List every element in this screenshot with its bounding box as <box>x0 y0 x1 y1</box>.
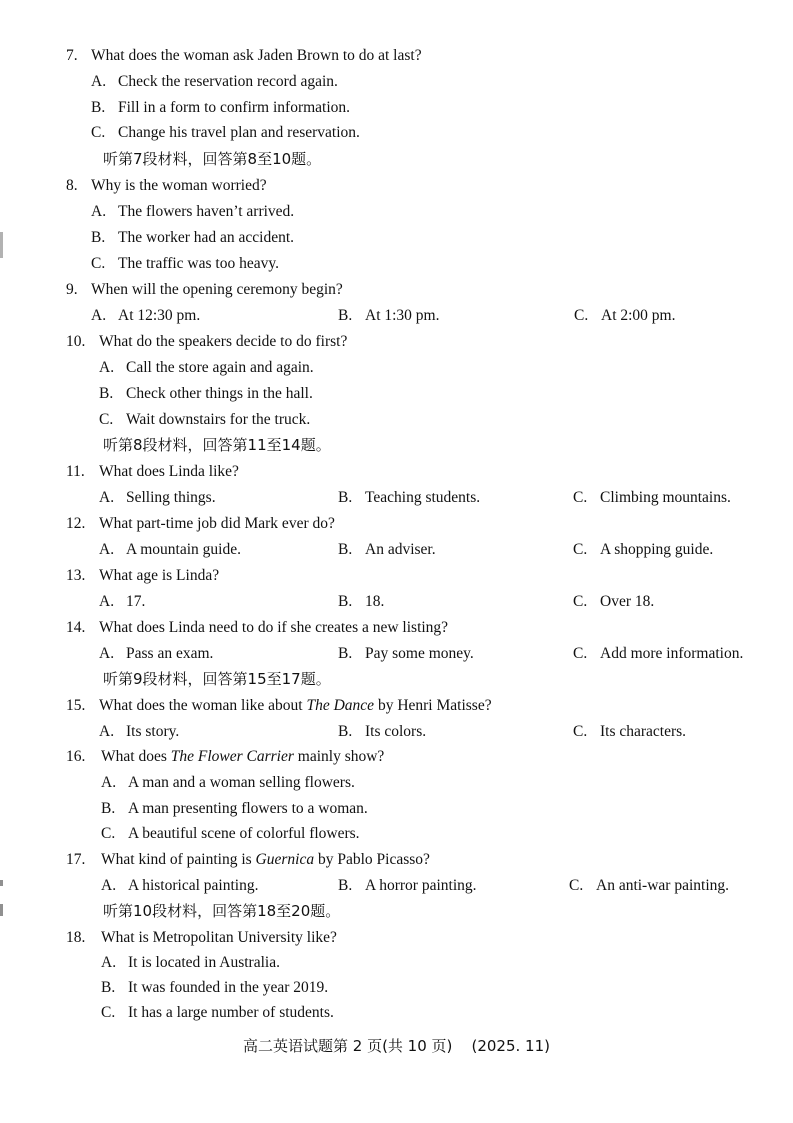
option-letter: B. <box>338 645 353 662</box>
section-heading-7: 听第7段材料，回答第8至10题。 <box>103 150 322 168</box>
option-letter: A. <box>99 723 115 740</box>
option-text: A mountain guide. <box>126 541 241 558</box>
option-letter: C. <box>573 541 588 558</box>
option-letter: C. <box>91 124 106 141</box>
question-text <box>101 747 384 767</box>
option-text: The flowers haven’t arrived. <box>118 203 295 220</box>
option-letter: A. <box>101 954 117 971</box>
question-text: What age is Linda? <box>99 567 220 584</box>
artwork-title: The Dance <box>306 697 375 714</box>
question-text-end: mainly show? <box>293 748 385 765</box>
option-text: It has a large number of students. <box>128 1004 334 1021</box>
option-letter: B. <box>101 800 116 817</box>
option-letter: A. <box>91 203 107 220</box>
question-text: What does Linda like? <box>99 463 239 480</box>
option-letter: B. <box>99 385 114 402</box>
option-text: A shopping guide. <box>600 541 714 558</box>
footer-date: (2025. 11) <box>471 1037 550 1055</box>
option-text: Pay some money. <box>365 645 474 662</box>
question-text: What part-time job did Mark ever do? <box>99 515 335 532</box>
option-letter: C. <box>573 489 588 506</box>
option-letter: A. <box>99 489 115 506</box>
question-text-end: by Henri Matisse? <box>374 697 492 714</box>
option-letter: B. <box>338 723 353 740</box>
section-heading-10: 听第10段材料，回答第18至20题。 <box>103 902 341 920</box>
option-letter: A. <box>99 645 115 662</box>
question-text <box>101 850 430 870</box>
question-text: What does the woman ask Jaden Brown to do at last? <box>91 47 422 64</box>
option-text: At 12:30 pm. <box>118 307 201 324</box>
binding-margin-mark <box>0 232 3 258</box>
artwork-title: The Flower Carrier <box>170 748 294 765</box>
artwork-title: Guernica <box>255 851 315 868</box>
option-text: Change his travel plan and reservation. <box>118 124 360 141</box>
option-text: Check other things in the hall. <box>126 385 313 402</box>
option-letter: B. <box>338 489 353 506</box>
option-letter: A. <box>99 359 115 376</box>
question-text-start: What does the woman like about <box>99 697 307 714</box>
option-letter: C. <box>573 723 588 740</box>
question-number: 18. <box>66 929 86 946</box>
question-text-end: by Pablo Picasso? <box>314 851 430 868</box>
section-heading-8: 听第8段材料，回答第11至14题。 <box>103 436 331 454</box>
option-letter: B. <box>91 99 106 116</box>
option-letter: A. <box>101 877 117 894</box>
option-text: The worker had an accident. <box>118 229 295 246</box>
question-number: 16. <box>66 748 86 765</box>
option-letter: C. <box>574 307 589 324</box>
option-text: It was founded in the year 2019. <box>128 979 329 996</box>
question-number: 15. <box>66 697 86 714</box>
question-number: 10. <box>66 333 86 350</box>
option-text: At 1:30 pm. <box>365 307 440 324</box>
option-text: A man presenting flowers to a woman. <box>128 800 368 817</box>
question-text: What is Metropolitan University like? <box>101 929 337 946</box>
option-letter: C. <box>573 593 588 610</box>
question-text <box>99 696 492 716</box>
option-letter: C. <box>101 825 116 842</box>
option-text: Call the store again and again. <box>126 359 314 376</box>
option-text: Wait downstairs for the truck. <box>126 411 311 428</box>
option-text: Add more information. <box>600 645 744 662</box>
question-text: What does Linda need to do if she creates a new listing? <box>99 619 449 636</box>
page-footer <box>0 1036 793 1056</box>
question-number: 8. <box>66 177 78 194</box>
option-text: It is located in Australia. <box>128 954 280 971</box>
binding-margin-mark <box>0 880 3 886</box>
option-letter: B. <box>101 979 116 996</box>
option-letter: A. <box>101 774 117 791</box>
option-letter: C. <box>101 1004 116 1021</box>
option-text: Teaching students. <box>365 489 481 506</box>
question-number: 9. <box>66 281 78 298</box>
option-letter: B. <box>338 877 353 894</box>
question-text: What do the speakers decide to do first? <box>99 333 348 350</box>
option-text: Its characters. <box>600 723 687 740</box>
question-number: 12. <box>66 515 86 532</box>
question-text: Why is the woman worried? <box>91 177 267 194</box>
option-letter: B. <box>338 307 353 324</box>
option-text: The traffic was too heavy. <box>118 255 279 272</box>
option-letter: B. <box>338 541 353 558</box>
option-letter: A. <box>91 307 107 324</box>
option-letter: B. <box>338 593 353 610</box>
option-letter: A. <box>99 541 115 558</box>
question-number: 11. <box>66 463 85 480</box>
option-text: 18. <box>365 593 385 610</box>
option-text: Its colors. <box>365 723 427 740</box>
question-number: 13. <box>66 567 86 584</box>
option-letter: C. <box>573 645 588 662</box>
question-number: 17. <box>66 851 86 868</box>
option-text: Climbing mountains. <box>600 489 731 506</box>
option-text: At 2:00 pm. <box>601 307 676 324</box>
option-text: A beautiful scene of colorful flowers. <box>128 825 360 842</box>
option-letter: C. <box>99 411 114 428</box>
option-text: Its story. <box>126 723 180 740</box>
option-letter: C. <box>569 877 584 894</box>
option-text: Selling things. <box>126 489 216 506</box>
option-text: An adviser. <box>365 541 436 558</box>
option-text: 17. <box>126 593 146 610</box>
question-text-start: What kind of painting is <box>101 851 256 868</box>
option-text: Over 18. <box>600 593 655 610</box>
question-number: 14. <box>66 619 86 636</box>
option-text: A horror painting. <box>365 877 477 894</box>
binding-margin-mark <box>0 904 3 916</box>
question-text: When will the opening ceremony begin? <box>91 281 343 298</box>
footer-title: 高二英语试题第 2 页(共 10 页) <box>242 1037 453 1055</box>
section-heading-9: 听第9段材料，回答第15至17题。 <box>103 670 331 688</box>
question-text-start: What does <box>101 748 171 765</box>
question-number: 7. <box>66 47 78 64</box>
option-text: Fill in a form to confirm information. <box>118 99 351 116</box>
option-text: Pass an exam. <box>126 645 214 662</box>
option-text: Check the reservation record again. <box>118 73 338 90</box>
option-letter: A. <box>99 593 115 610</box>
option-text: An anti-war painting. <box>596 877 730 894</box>
option-text: A man and a woman selling flowers. <box>128 774 355 791</box>
option-letter: A. <box>91 73 107 90</box>
option-letter: C. <box>91 255 106 272</box>
option-letter: B. <box>91 229 106 246</box>
option-text: A historical painting. <box>128 877 259 894</box>
